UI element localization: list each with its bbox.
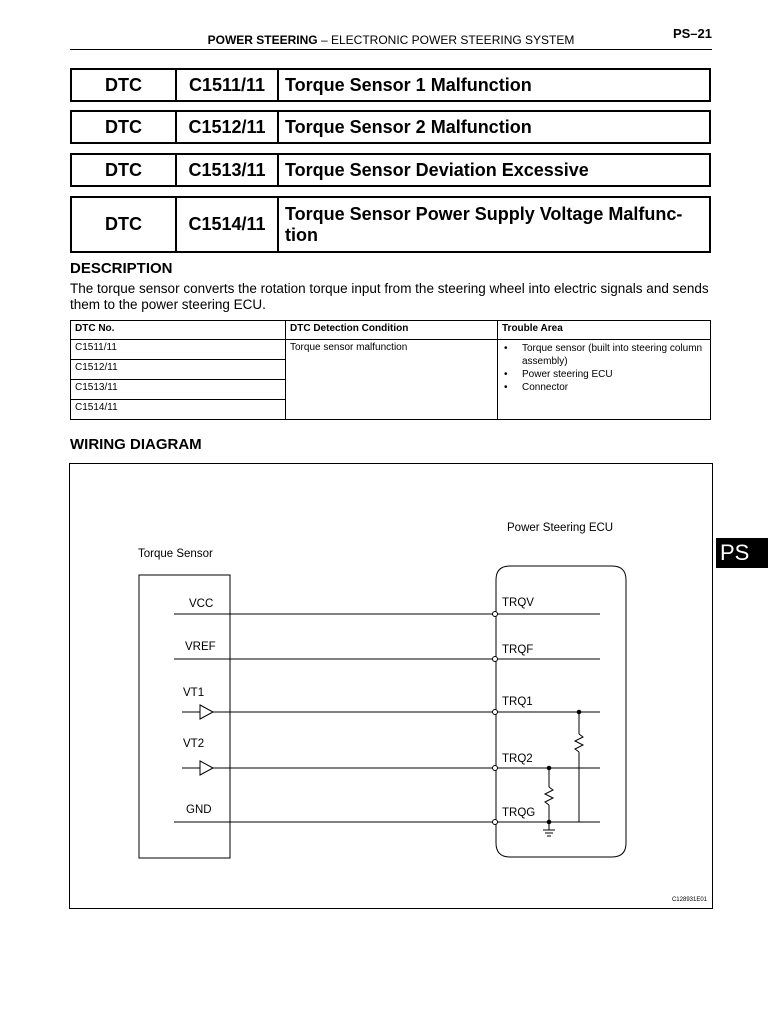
dtc-label: DTC <box>72 198 177 251</box>
wiring-diagram <box>69 463 713 909</box>
terminal-trq2 <box>493 766 498 771</box>
pin-label-vt2: VT2 <box>183 738 205 750</box>
output-buffer-vt2 <box>200 761 213 775</box>
header-subsection: ELECTRONIC POWER STEERING SYSTEM <box>331 33 575 47</box>
dtc-box-4 <box>70 196 711 253</box>
terminal-trqf <box>493 657 498 662</box>
pin-label-trqv: TRQV <box>502 597 534 609</box>
dtc-code-cell: C1514/11 <box>71 400 286 420</box>
resistor-trq1 <box>575 734 583 752</box>
torque-sensor-label: Torque Sensor <box>138 548 213 560</box>
trouble-area-cell <box>498 340 711 420</box>
list-item: • Power steering ECU <box>502 368 706 381</box>
table-header: DTC Detection Condition <box>286 321 498 340</box>
detection-condition-cell: Torque sensor malfunction <box>286 340 498 420</box>
pin-label-gnd: GND <box>186 804 212 816</box>
dtc-code-cell: C1511/11 <box>71 340 286 360</box>
pin-label-vref: VREF <box>185 641 216 653</box>
pin-label-vcc: VCC <box>189 598 214 610</box>
section-tab: PS <box>716 538 768 568</box>
table-header: DTC No. <box>71 321 286 340</box>
dtc-box-2 <box>70 110 711 144</box>
page-number: PS–21 <box>672 26 712 41</box>
header-section: POWER STEERING <box>207 33 318 47</box>
dtc-label: DTC <box>72 155 177 185</box>
ecu-label: Power Steering ECU <box>507 522 614 534</box>
terminal-trq1 <box>493 710 498 715</box>
header-rule <box>70 49 712 50</box>
terminal-trqg <box>493 820 498 825</box>
torque-sensor-box <box>139 575 230 858</box>
dtc-code: C1514/11 <box>177 198 279 251</box>
dtc-title: Torque Sensor Power Supply Voltage Malfunc- tion <box>285 203 683 245</box>
table-header: Trouble Area <box>498 321 711 340</box>
page-header <box>70 28 712 50</box>
list-item: • Torque sensor (built into steering column assembly) <box>502 342 706 368</box>
dtc-title: Torque Sensor Deviation Excessive <box>285 159 589 180</box>
dtc-label: DTC <box>72 70 177 100</box>
output-buffer-vt1 <box>200 705 213 719</box>
dtc-box-3 <box>70 153 711 187</box>
dtc-code-cell: C1513/11 <box>71 380 286 400</box>
pin-label-trq2: TRQ2 <box>502 753 533 765</box>
dtc-title: Torque Sensor 2 Malfunction <box>285 116 532 137</box>
dtc-code: C1513/11 <box>177 155 279 185</box>
trouble-area-list <box>502 342 706 394</box>
wiring-diagram-svg <box>70 464 712 908</box>
header-separator: – <box>320 33 328 47</box>
description-text: The torque sensor converts the rotation torque input from the steering wheel into electric signals and sends them to the power steering ECU. <box>70 281 709 312</box>
junction-trq1 <box>577 710 581 714</box>
description-heading: DESCRIPTION <box>70 260 173 277</box>
dtc-label: DTC <box>72 112 177 142</box>
dtc-box-1 <box>70 68 711 102</box>
dtc-code: C1512/11 <box>177 112 279 142</box>
dtc-code: C1511/11 <box>177 70 279 100</box>
pin-label-vt1: VT1 <box>183 687 205 699</box>
table-header-row <box>71 321 711 340</box>
pin-label-trqf: TRQF <box>502 644 534 656</box>
resistor-trq2 <box>545 787 553 805</box>
header-title <box>70 33 712 47</box>
dtc-title: Torque Sensor 1 Malfunction <box>285 74 532 95</box>
dtc-table <box>70 320 711 420</box>
junction-trq2 <box>547 766 551 770</box>
pin-label-trqg: TRQG <box>502 807 536 819</box>
wiring-heading: WIRING DIAGRAM <box>70 436 202 453</box>
list-item: • Connector <box>502 381 706 394</box>
table-row <box>71 340 711 360</box>
dtc-code-cell: C1512/11 <box>71 360 286 380</box>
pin-label-trq1: TRQ1 <box>502 696 533 708</box>
figure-id: C128931E01 <box>671 897 707 903</box>
terminal-trqv <box>493 612 498 617</box>
